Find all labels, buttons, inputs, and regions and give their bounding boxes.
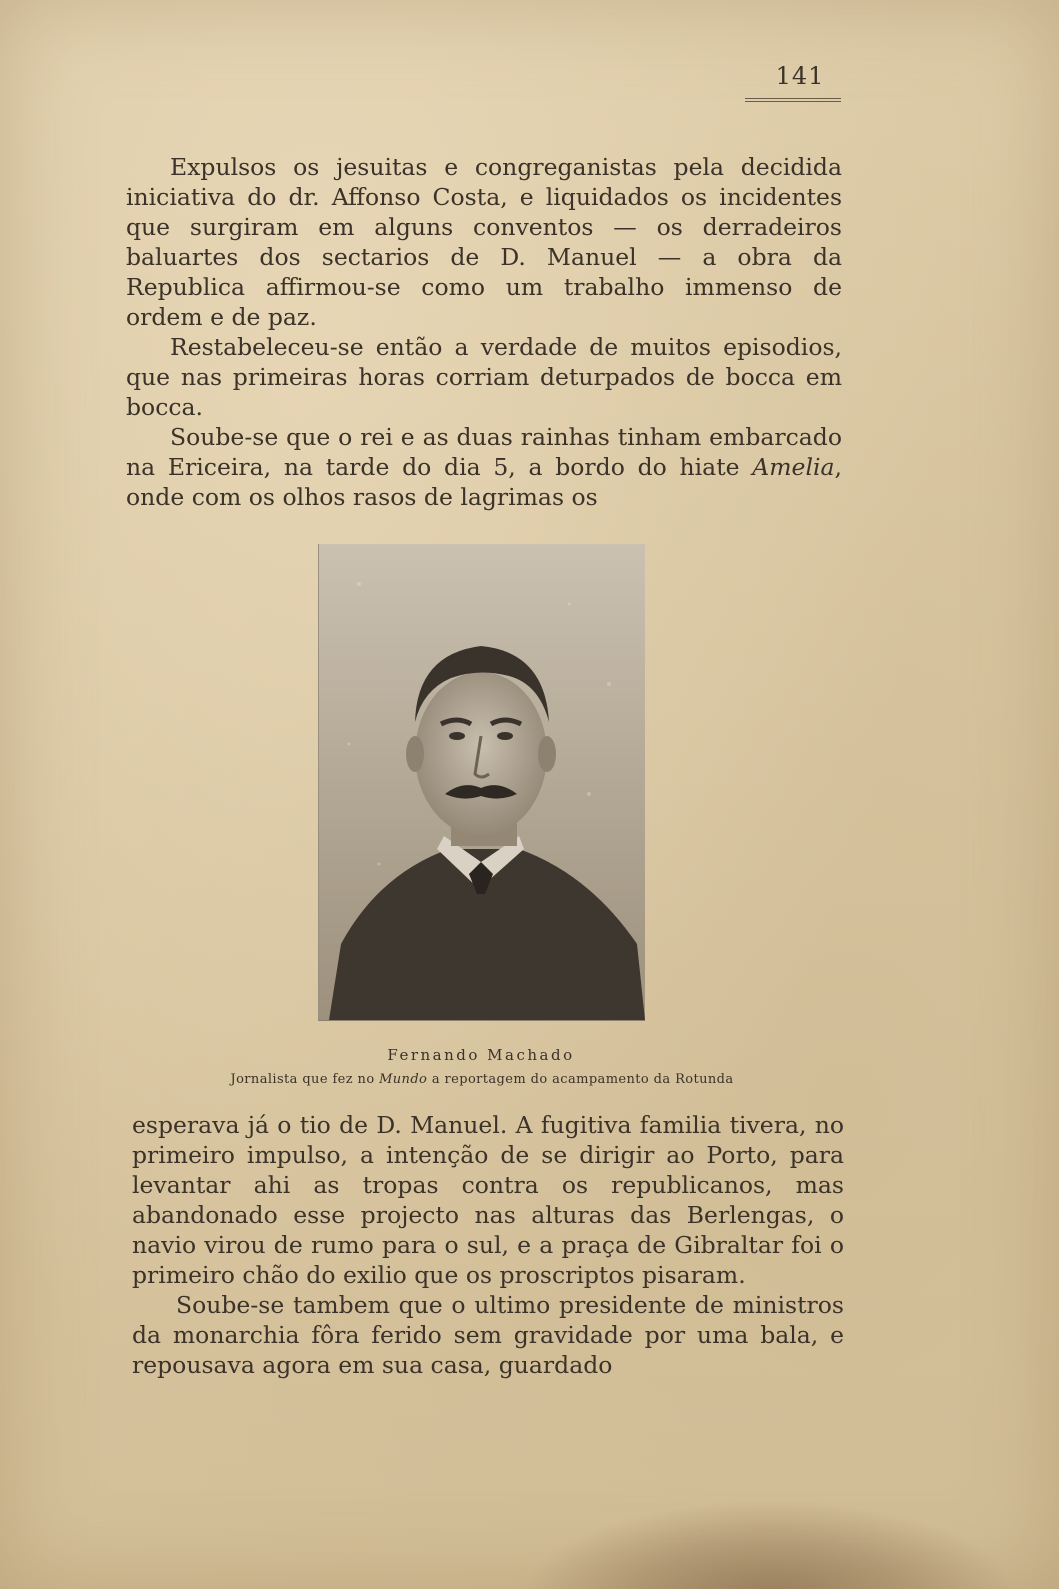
page-number: 141 — [775, 62, 825, 90]
bottom-text-block — [132, 1110, 844, 1380]
paragraph-restabeleceu: Restabeleceu-se então a verdade de muitos episodios, que nas primeiras horas corriam deturpados de bocca em bocca. — [126, 333, 842, 421]
ship-name: Amelia — [752, 453, 835, 481]
portrait-photo — [318, 544, 645, 1021]
figure-caption-after: a reportagem do acampamento da Rotunda — [427, 1072, 734, 1087]
figure-caption-before: Jornalista que fez no — [230, 1072, 380, 1087]
top-text-block — [126, 152, 842, 512]
figure-caption-newspaper: Mundo — [379, 1072, 428, 1087]
figure-caption-subtitle — [120, 1072, 844, 1087]
paragraph-soube-se-before: Soube-se que o rei e as duas rainhas tinham embarcado na Ericeira, na tarde do dia 5, a bordo do hiate — [126, 423, 842, 481]
figure-caption-name: Fernando Machado — [387, 1046, 575, 1064]
paragraph-soube-se — [126, 422, 842, 512]
paragraph-soube-se-after: , onde com os olhos rasos de lagrimas os — [126, 453, 842, 511]
paragraph-expulsos: Expulsos os jesuitas e congreganistas pela decidida iniciativa do dr. Affonso Costa, e liquidados os incidentes que surgiram em alguns conventos — os derradeiros baluartes dos sectarios de D. Manuel — a obra da Republica affirmou-se como um trabalho immenso de ordem e de paz. — [126, 153, 842, 331]
paragraph-esperava: esperava já o tio de D. Manuel. A fugitiva familia tivera, no primeiro impulso, a intenção de se dirigir ao Porto, para levantar ahi as tropas contra os republicanos, mas abandonado esse projecto nas alturas das Berlengas, o navio virou de rumo para o sul, e a praça de Gibraltar foi o primeiro chão do exilio que os proscriptos pisaram. — [132, 1111, 844, 1289]
paper-stain — [520, 1500, 1020, 1589]
portrait-illustration — [319, 544, 645, 1020]
page-number-rule — [745, 98, 841, 102]
paragraph-presidente: Soube-se tambem que o ultimo presidente de ministros da monarchia fôra ferido sem gravidade por uma bala, e repousava agora em sua casa, guardado — [132, 1291, 844, 1379]
